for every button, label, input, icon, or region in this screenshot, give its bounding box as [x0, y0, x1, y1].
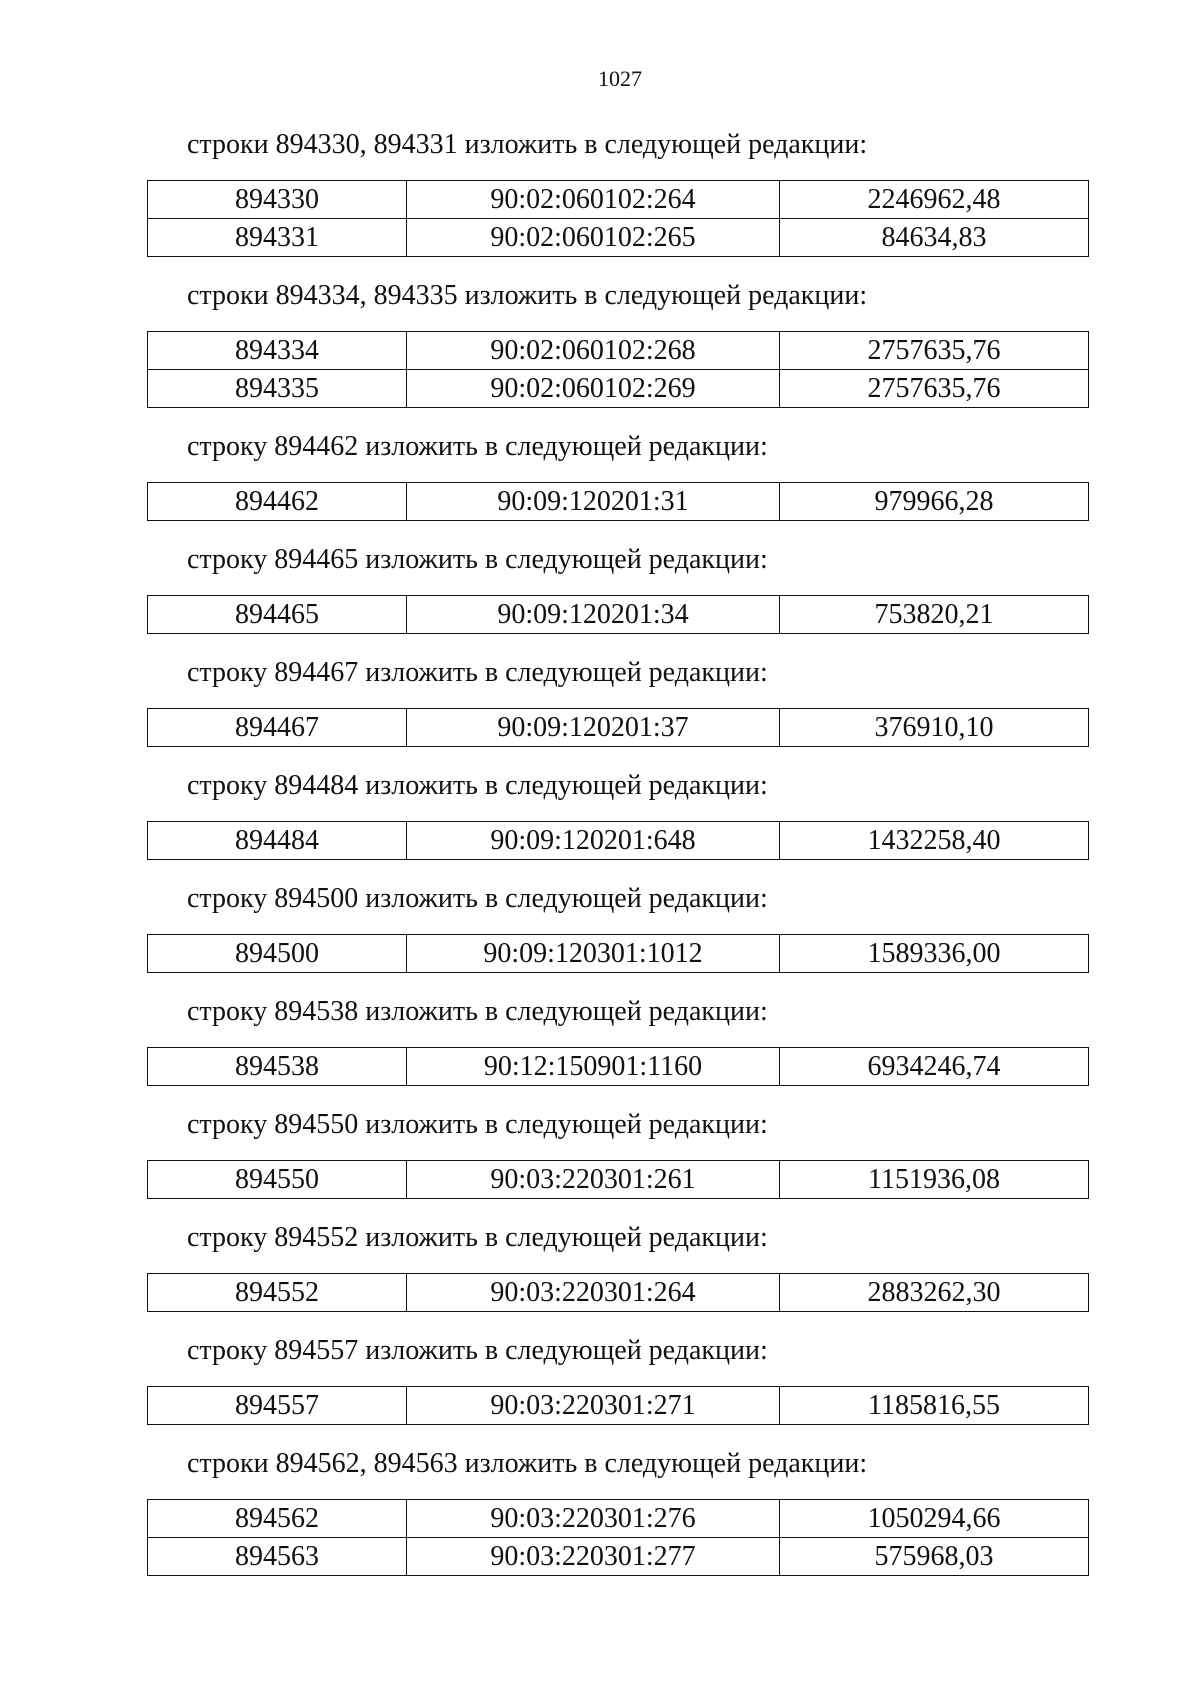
row-number-cell: 894462 [148, 483, 407, 521]
cadastral-number-cell: 90:03:220301:276 [407, 1500, 780, 1538]
cadastral-number-cell: 90:09:120201:34 [407, 596, 780, 634]
cadastral-number-cell: 90:09:120201:648 [407, 822, 780, 860]
amendment-table [147, 1273, 1089, 1312]
cadastral-value-cell: 2757635,76 [780, 370, 1089, 408]
cadastral-number-cell: 90:02:060102:269 [407, 370, 780, 408]
table-row [148, 370, 1089, 408]
row-number-cell: 894550 [148, 1161, 407, 1199]
cadastral-number-cell: 90:09:120301:1012 [407, 935, 780, 973]
row-number-cell: 894562 [148, 1500, 407, 1538]
amendment-table [147, 1499, 1089, 1576]
row-number-cell: 894467 [148, 709, 407, 747]
cadastral-value-cell: 2757635,76 [780, 332, 1089, 370]
page-number: 1027 [598, 66, 642, 91]
section-heading: строки 894334, 894335 изложить в следующей редакции: [187, 280, 868, 311]
cadastral-number-cell: 90:03:220301:277 [407, 1538, 780, 1576]
table-row [148, 483, 1089, 521]
section-heading: строку 894462 изложить в следующей редакции: [187, 431, 768, 462]
table-row [148, 1387, 1089, 1425]
cadastral-number-cell: 90:09:120201:31 [407, 483, 780, 521]
section-heading: строку 894538 изложить в следующей редакции: [187, 996, 768, 1027]
section-heading: строку 894500 изложить в следующей редакции: [187, 883, 768, 914]
cadastral-number-cell: 90:12:150901:1160 [407, 1048, 780, 1086]
section-heading: строку 894550 изложить в следующей редакции: [187, 1109, 768, 1140]
cadastral-value-cell: 575968,03 [780, 1538, 1089, 1576]
section-heading: строку 894552 изложить в следующей редакции: [187, 1222, 768, 1253]
amendment-table [147, 1160, 1089, 1199]
cadastral-value-cell: 6934246,74 [780, 1048, 1089, 1086]
cadastral-number-cell: 90:03:220301:271 [407, 1387, 780, 1425]
amendment-table [147, 1386, 1089, 1425]
table-row [148, 1048, 1089, 1086]
row-number-cell: 894563 [148, 1538, 407, 1576]
cadastral-number-cell: 90:02:060102:264 [407, 181, 780, 219]
cadastral-value-cell: 1589336,00 [780, 935, 1089, 973]
section-heading: строку 894465 изложить в следующей редакции: [187, 544, 768, 575]
table-row [148, 709, 1089, 747]
cadastral-value-cell: 979966,28 [780, 483, 1089, 521]
cadastral-number-cell: 90:03:220301:264 [407, 1274, 780, 1312]
section-heading: строку 894467 изложить в следующей редакции: [187, 657, 768, 688]
row-number-cell: 894335 [148, 370, 407, 408]
amendment-table [147, 821, 1089, 860]
table-row [148, 1161, 1089, 1199]
table-row [148, 1274, 1089, 1312]
cadastral-value-cell: 1050294,66 [780, 1500, 1089, 1538]
section-heading: строку 894484 изложить в следующей редакции: [187, 770, 768, 801]
cadastral-value-cell: 2246962,48 [780, 181, 1089, 219]
cadastral-number-cell: 90:03:220301:261 [407, 1161, 780, 1199]
row-number-cell: 894484 [148, 822, 407, 860]
table-row [148, 596, 1089, 634]
amendment-table [147, 180, 1089, 257]
row-number-cell: 894465 [148, 596, 407, 634]
row-number-cell: 894330 [148, 181, 407, 219]
row-number-cell: 894557 [148, 1387, 407, 1425]
cadastral-value-cell: 2883262,30 [780, 1274, 1089, 1312]
amendment-table [147, 1047, 1089, 1086]
section-heading: строки 894330, 894331 изложить в следующей редакции: [187, 129, 868, 160]
row-number-cell: 894331 [148, 219, 407, 257]
table-row [148, 1538, 1089, 1576]
row-number-cell: 894552 [148, 1274, 407, 1312]
row-number-cell: 894334 [148, 332, 407, 370]
amendment-table [147, 331, 1089, 408]
amendment-table [147, 708, 1089, 747]
cadastral-value-cell: 753820,21 [780, 596, 1089, 634]
row-number-cell: 894500 [148, 935, 407, 973]
section-heading: строки 894562, 894563 изложить в следующей редакции: [187, 1448, 868, 1479]
cadastral-value-cell: 1432258,40 [780, 822, 1089, 860]
cadastral-value-cell: 1185816,55 [780, 1387, 1089, 1425]
table-row [148, 332, 1089, 370]
table-row [148, 935, 1089, 973]
table-row [148, 1500, 1089, 1538]
cadastral-number-cell: 90:02:060102:268 [407, 332, 780, 370]
row-number-cell: 894538 [148, 1048, 407, 1086]
amendment-table [147, 934, 1089, 973]
table-row [148, 181, 1089, 219]
cadastral-value-cell: 376910,10 [780, 709, 1089, 747]
table-row [148, 822, 1089, 860]
amendment-table [147, 595, 1089, 634]
table-row [148, 219, 1089, 257]
cadastral-value-cell: 1151936,08 [780, 1161, 1089, 1199]
amendment-table [147, 482, 1089, 521]
cadastral-number-cell: 90:09:120201:37 [407, 709, 780, 747]
section-heading: строку 894557 изложить в следующей редакции: [187, 1335, 768, 1366]
document-body [147, 128, 1085, 1598]
cadastral-number-cell: 90:02:060102:265 [407, 219, 780, 257]
cadastral-value-cell: 84634,83 [780, 219, 1089, 257]
